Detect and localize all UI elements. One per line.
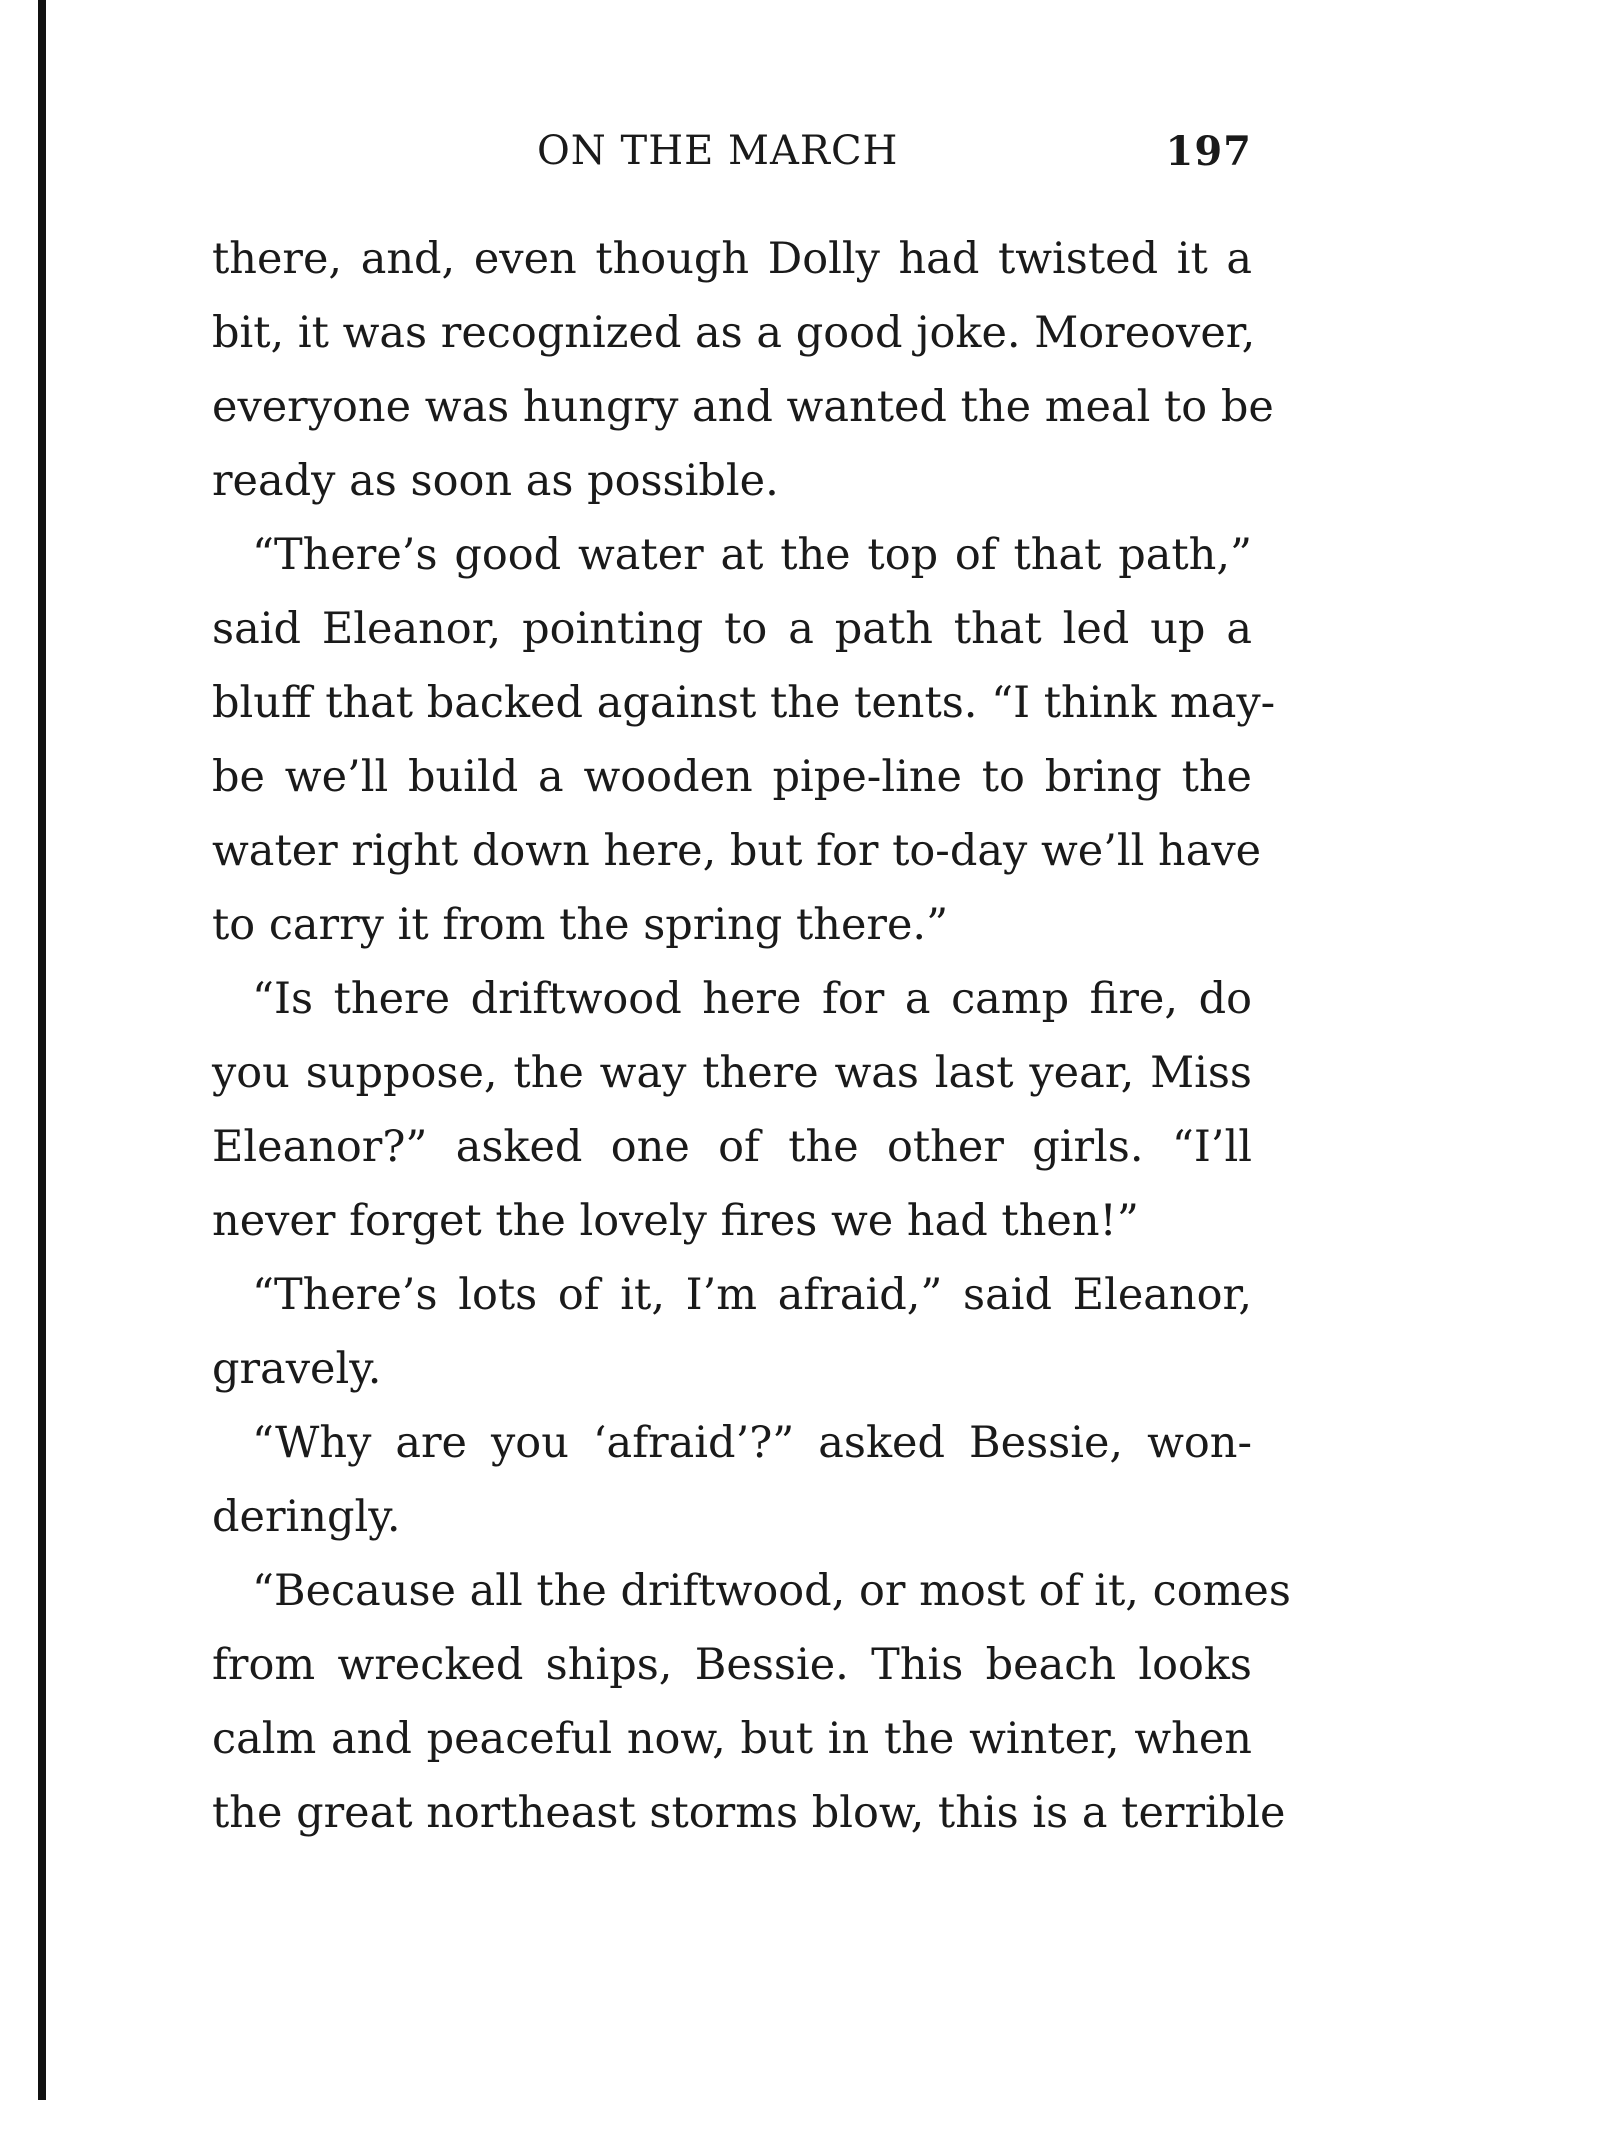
- text-line: the great northeast storms blow, this is a terrible: [212, 1788, 1286, 1838]
- text-line: to carry it from the spring there.”: [212, 900, 949, 950]
- text-line: you suppose, the way there was last year, Miss: [212, 1048, 1252, 1098]
- text-line: said Eleanor, pointing to a path that led up a: [212, 604, 1252, 654]
- text-line: bit, it was recognized as a good joke. Moreover,: [212, 308, 1256, 358]
- running-head-title: ON THE MARCH: [537, 128, 899, 174]
- text-line: “Because all the driftwood, or most of it, comes: [252, 1566, 1291, 1616]
- page-number: 197: [1165, 128, 1252, 175]
- text-line: “There’s good water at the top of that path,”: [252, 530, 1252, 580]
- text-line: ready as soon as possible.: [212, 456, 779, 506]
- text-line: “Is there driftwood here for a camp fire, do: [252, 974, 1252, 1024]
- text-line: never forget the lovely fires we had then!”: [212, 1196, 1139, 1246]
- text-line: everyone was hungry and wanted the meal to be: [212, 382, 1274, 432]
- binding-edge: [38, 0, 46, 2100]
- text-line: Eleanor?” asked one of the other girls. “I’ll: [212, 1122, 1252, 1172]
- text-line: calm and peaceful now, but in the winter, when: [212, 1714, 1252, 1764]
- paragraph-1: [212, 222, 1274, 518]
- running-head: [212, 128, 1252, 188]
- text-line: there, and, even though Dolly had twisted it a: [212, 234, 1252, 284]
- text-line: be we’ll build a wooden pipe-line to bring the: [212, 752, 1252, 802]
- paragraph-5: [212, 1406, 1252, 1554]
- paragraph-3: [212, 962, 1252, 1258]
- paragraph-2: [212, 518, 1276, 962]
- paragraph-4: [212, 1258, 1252, 1406]
- text-line: water right down here, but for to-day we’ll have: [212, 826, 1262, 876]
- text-line: deringly.: [212, 1492, 401, 1542]
- text-line: bluff that backed against the tents. “I think may-: [212, 678, 1276, 728]
- text-line: “There’s lots of it, I’m afraid,” said Eleanor,: [252, 1270, 1252, 1320]
- body-text: [212, 222, 1291, 1850]
- text-line: “Why are you ‘afraid’?” asked Bessie, won-: [252, 1418, 1252, 1468]
- paragraph-6: [212, 1554, 1291, 1850]
- text-line: gravely.: [212, 1344, 382, 1394]
- text-line: from wrecked ships, Bessie. This beach looks: [212, 1640, 1252, 1690]
